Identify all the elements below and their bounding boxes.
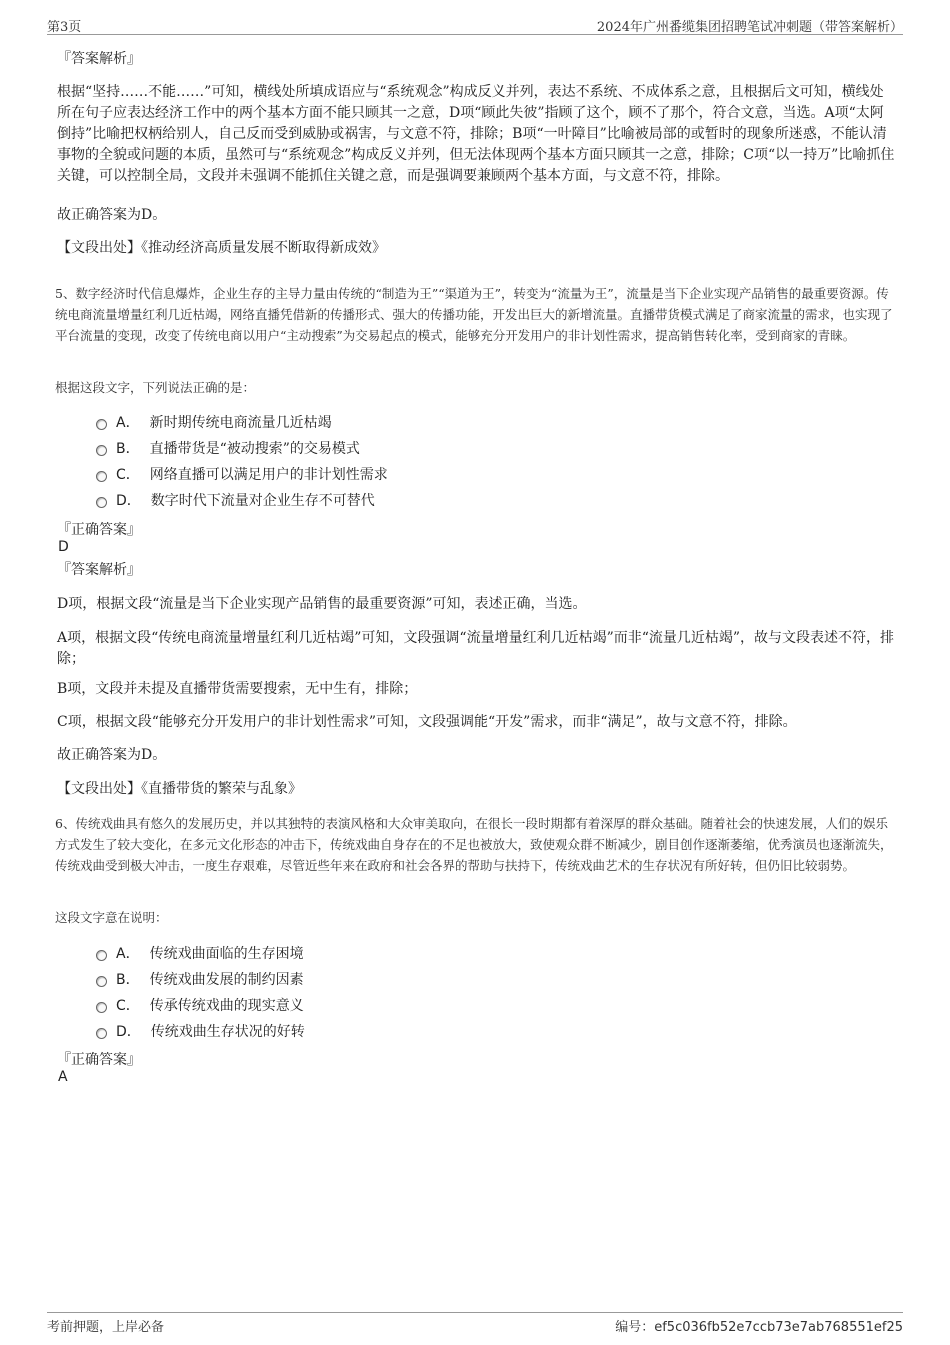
q6-options	[96, 941, 305, 1045]
code-value: ef5c036fb52e7ccb73e7ab768551ef25	[654, 1320, 903, 1335]
q6-option-c[interactable]	[96, 993, 305, 1019]
q5-stem: 5、数字经济时代信息爆炸，企业生存的主导力量由传统的“制造为王”“渠道为王”，转变为“流量为王”，流量是当下企业实现产品销售的最重要资源。传统电商流量增量红利几近枯竭，网络直播凭借新的传播形式、强大的传播功能，开发出巨大的新增流量。直播带货模式满足了商家流量的需求，也实现了平台流量的变现，改变了传统电商以用户“主动搜索”为交易起点的模式，能够充分开发用户的非计划性需求，提高销售转化率，受到商家的青睐。	[55, 286, 893, 343]
q5-correct-answer: D	[58, 539, 69, 555]
option-letter: C．	[116, 467, 140, 483]
q5-analysis-b: B项，文段并未提及直播带货需要搜索，无中生有，排除；	[57, 681, 418, 697]
document-code	[615, 1316, 903, 1335]
option-text: 传统戏曲发展的制约因素	[149, 972, 304, 988]
q5-options	[96, 410, 388, 514]
radio-button-icon[interactable]	[96, 497, 107, 508]
option-letter: D．	[116, 493, 141, 509]
radio-button-icon[interactable]	[96, 1002, 107, 1013]
radio-button-icon[interactable]	[96, 1028, 107, 1039]
q4-analysis-tag: 『答案解析』	[57, 51, 141, 67]
option-text: 网络直播可以满足用户的非计划性需求	[149, 467, 388, 483]
q5-prompt: 根据这段文字，下列说法正确的是：	[55, 380, 256, 395]
radio-button-icon[interactable]	[96, 419, 107, 430]
q6-prompt: 这段文字意在说明：	[55, 910, 168, 925]
q6-option-b[interactable]	[96, 967, 305, 993]
q6-correct-answer: A	[58, 1069, 68, 1085]
option-letter: D．	[116, 1024, 141, 1040]
option-text: 新时期传统电商流量几近枯竭	[149, 415, 332, 431]
q4-conclusion: 故正确答案为D。	[57, 207, 167, 223]
q5-option-a[interactable]	[96, 410, 388, 436]
document-title: 2024年广州番缆集团招聘笔试冲刺题（带答案解析）	[596, 20, 903, 35]
option-text: 传统戏曲面临的生存困境	[149, 946, 304, 962]
q5-option-d[interactable]	[96, 488, 388, 514]
option-letter: A．	[116, 415, 140, 431]
option-text: 传承传统戏曲的现实意义	[149, 998, 304, 1014]
q5-analysis-c: C项，根据文段“能够充分开发用户的非计划性需求”可知，文段强调能“开发”需求，而非“满足”，故与文意不符，排除。	[57, 714, 797, 730]
option-text: 直播带货是“被动搜索”的交易模式	[149, 441, 360, 457]
q5-analysis-d: D项，根据文段“流量是当下企业实现产品销售的最重要资源”可知，表述正确，当选。	[57, 596, 587, 612]
option-text: 数字时代下流量对企业生存不可替代	[150, 493, 375, 509]
radio-button-icon[interactable]	[96, 471, 107, 482]
page-header	[47, 14, 903, 35]
q5-analysis-tag: 『答案解析』	[57, 562, 141, 578]
q5-analysis-a: A项，根据文段“传统电商流量增量红利几近枯竭”可知，文段强调“流量增量红利几近枯竭”而非“流量几近枯竭”，故与文段表述不符，排除；	[57, 630, 895, 667]
code-label: 编号：	[615, 1320, 655, 1335]
q6-stem: 6、传统戏曲具有悠久的发展历史，并以其独特的表演风格和大众审美取向，在很长一段时期都有着深厚的群众基础。随着社会的快速发展，人们的娱乐方式发生了较大变化，在多元文化形态的冲击下，传统戏曲自身存在的不足也被放大，致使观众群不断减少，剧目创作逐渐萎缩，优秀演员也逐渐流失，传统戏曲受到极大冲击，一度生存艰难，尽管近些年来在政府和社会各界的帮助与扶持下，传统戏曲艺术的生存状况有所好转，但仍旧比较弱势。	[55, 816, 893, 873]
footer-slogan: 考前押题，上岸必备	[47, 1320, 165, 1335]
radio-button-icon[interactable]	[96, 976, 107, 987]
q4-analysis-text: 根据“坚持……不能……”可知，横线处所填成语应与“系统观念”构成反义并列，表达不系统、不成体系之意，且根据后文可知，横线处所在句子应表达经济工作中的两个基本方面不能只顾其一之意，D项“顾此失彼”指顾了这个，顾不了那个，符合文意，当选。A项“太阿倒持”比喻把权柄给别人，自己反而受到威胁或祸害，与文意不符，排除；B项“一叶障目”比喻被局部的或暂时的现象所迷惑，不能认清事物的全貌或问题的本质，虽然可与“系统观念”构成反义并列，但无法体现两个基本方面只顾其一之意，排除；C项“以一持万”比喻抓住关键，可以控制全局，文段并未强调不能抓住关键之意，而是强调要兼顾两个基本方面，与文意不符，排除。	[57, 84, 895, 184]
radio-button-icon[interactable]	[96, 950, 107, 961]
option-text: 传统戏曲生存状况的好转	[150, 1024, 305, 1040]
q5-correct-tag: 『正确答案』	[57, 522, 141, 538]
page-footer	[47, 1312, 903, 1335]
page-number: 第3页	[47, 20, 82, 35]
q5-option-b[interactable]	[96, 436, 388, 462]
option-letter: C．	[116, 998, 140, 1014]
q4-source: 【文段出处】《推动经济高质量发展不断取得新成效》	[57, 240, 386, 256]
q5-conclusion: 故正确答案为D。	[57, 747, 167, 763]
radio-button-icon[interactable]	[96, 445, 107, 456]
q6-correct-tag: 『正确答案』	[57, 1052, 141, 1068]
q6-option-a[interactable]	[96, 941, 305, 967]
option-letter: A．	[116, 946, 140, 962]
q5-option-c[interactable]	[96, 462, 388, 488]
q5-source: 【文段出处】《直播带货的繁荣与乱象》	[57, 781, 302, 797]
option-letter: B．	[116, 972, 140, 988]
option-letter: B．	[116, 441, 140, 457]
q6-option-d[interactable]	[96, 1019, 305, 1045]
